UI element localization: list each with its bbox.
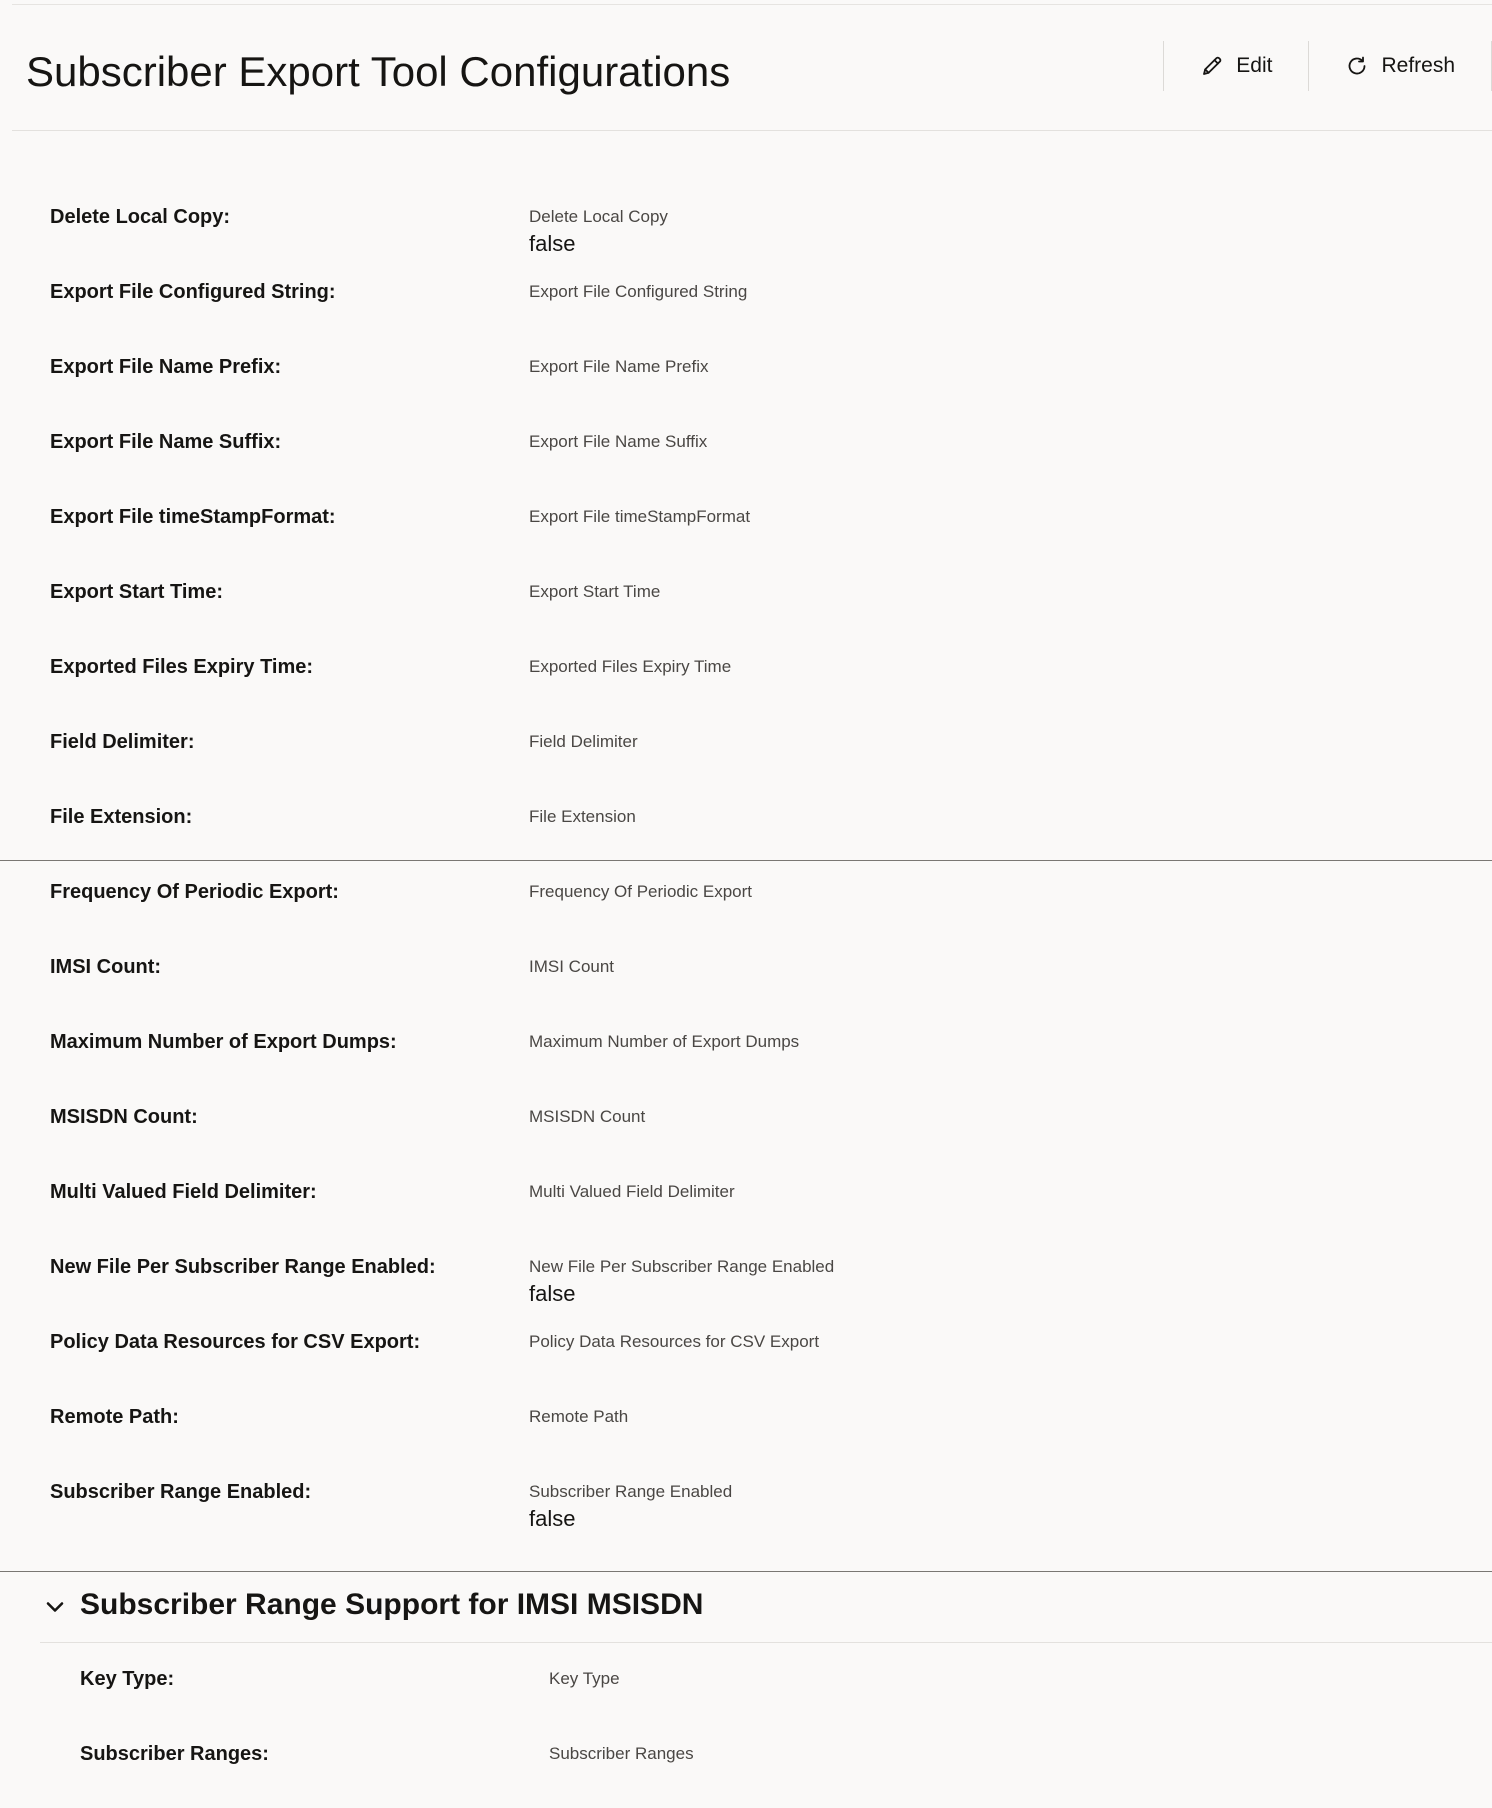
property-hint: Export File Name Prefix	[529, 357, 709, 376]
property-row-file-extension	[0, 780, 1492, 855]
pencil-icon	[1200, 54, 1224, 78]
property-label: Export File Name Suffix:	[50, 431, 282, 453]
property-label: Remote Path:	[50, 1406, 179, 1428]
property-hint: Export File Name Suffix	[529, 432, 708, 451]
page-title: Subscriber Export Tool Configurations	[26, 48, 731, 95]
property-label: Field Delimiter:	[50, 731, 195, 753]
property-row-delete-local-copy	[0, 180, 1492, 255]
chevron-down-icon[interactable]	[44, 1596, 66, 1618]
refresh-icon	[1345, 54, 1369, 78]
property-row-export-file-name-prefix	[0, 330, 1492, 405]
property-row-new-file-per-subscriber-range-enabled	[0, 1230, 1492, 1305]
property-label: MSISDN Count:	[50, 1106, 198, 1128]
property-row-multi-valued-field-delimiter	[0, 1155, 1492, 1230]
property-row-subscriber-range-enabled	[0, 1455, 1492, 1530]
property-hint: Remote Path	[529, 1407, 629, 1426]
edit-button[interactable]	[1164, 41, 1308, 91]
property-hint: Subscriber Range Enabled	[529, 1482, 733, 1501]
property-hint: Delete Local Copy	[529, 207, 668, 226]
property-row-exported-files-expiry-time	[0, 630, 1492, 705]
property-label: Export File Name Prefix:	[50, 356, 282, 378]
property-value: false	[529, 231, 576, 256]
property-row-frequency-of-periodic-export	[0, 855, 1492, 930]
toolbar	[1163, 41, 1492, 91]
property-hint: MSISDN Count	[529, 1107, 646, 1126]
property-row-subscriber-ranges	[0, 1717, 1492, 1792]
property-label: Export File Configured String:	[50, 281, 336, 303]
property-label: Delete Local Copy:	[50, 206, 231, 228]
property-label: Key Type:	[80, 1668, 175, 1690]
property-row-msisdn-count	[0, 1080, 1492, 1155]
property-hint: Subscriber Ranges	[549, 1744, 694, 1763]
property-row-export-file-timestampformat	[0, 480, 1492, 555]
property-row-remote-path	[0, 1380, 1492, 1455]
divider	[0, 860, 1492, 861]
property-label: Frequency Of Periodic Export:	[50, 881, 339, 903]
property-hint: Export File timeStampFormat	[529, 507, 751, 526]
property-hint: Exported Files Expiry Time	[529, 657, 732, 676]
property-hint: Field Delimiter	[529, 732, 638, 751]
property-label: IMSI Count:	[50, 956, 162, 978]
property-hint: Export Start Time	[529, 582, 661, 601]
properties-list	[0, 180, 1492, 1530]
property-label: New File Per Subscriber Range Enabled:	[50, 1256, 436, 1278]
property-label: Subscriber Range Enabled:	[50, 1481, 312, 1503]
page-header	[12, 6, 1492, 131]
edit-button-label: Edit	[1236, 54, 1273, 77]
section-header-subscriber-range-support[interactable]	[40, 1572, 1492, 1643]
property-label: File Extension:	[50, 806, 193, 828]
property-hint: Export File Configured String	[529, 282, 748, 301]
property-hint: File Extension	[529, 807, 636, 826]
property-hint: IMSI Count	[529, 957, 615, 976]
property-label: Multi Valued Field Delimiter:	[50, 1181, 317, 1203]
section-properties-list	[0, 1642, 1492, 1792]
property-hint: New File Per Subscriber Range Enabled	[529, 1257, 835, 1276]
property-hint: Frequency Of Periodic Export	[529, 882, 752, 901]
property-label: Subscriber Ranges:	[80, 1743, 269, 1765]
property-label: Maximum Number of Export Dumps:	[50, 1031, 397, 1053]
property-hint: Key Type	[549, 1669, 620, 1688]
property-row-imsi-count	[0, 930, 1492, 1005]
top-rule	[12, 4, 1492, 5]
property-hint: Multi Valued Field Delimiter	[529, 1182, 735, 1201]
refresh-button-label: Refresh	[1381, 54, 1455, 77]
property-value: false	[529, 1506, 576, 1531]
property-row-export-start-time	[0, 555, 1492, 630]
property-row-field-delimiter	[0, 705, 1492, 780]
property-row-policy-data-resources-for-csv-export	[0, 1305, 1492, 1380]
property-row-export-file-configured-string	[0, 255, 1492, 330]
property-value: false	[529, 1281, 576, 1306]
property-row-key-type	[0, 1642, 1492, 1717]
property-hint: Maximum Number of Export Dumps	[529, 1032, 800, 1051]
property-label: Export File timeStampFormat:	[50, 506, 336, 528]
property-label: Policy Data Resources for CSV Export:	[50, 1331, 421, 1353]
property-row-maximum-number-of-export-dumps	[0, 1005, 1492, 1080]
property-label: Export Start Time:	[50, 581, 223, 603]
property-label: Exported Files Expiry Time:	[50, 656, 314, 678]
property-hint: Policy Data Resources for CSV Export	[529, 1332, 820, 1351]
refresh-button[interactable]	[1309, 41, 1491, 91]
property-row-export-file-name-suffix	[0, 405, 1492, 480]
section-title: Subscriber Range Support for IMSI MSISDN	[80, 1588, 704, 1621]
